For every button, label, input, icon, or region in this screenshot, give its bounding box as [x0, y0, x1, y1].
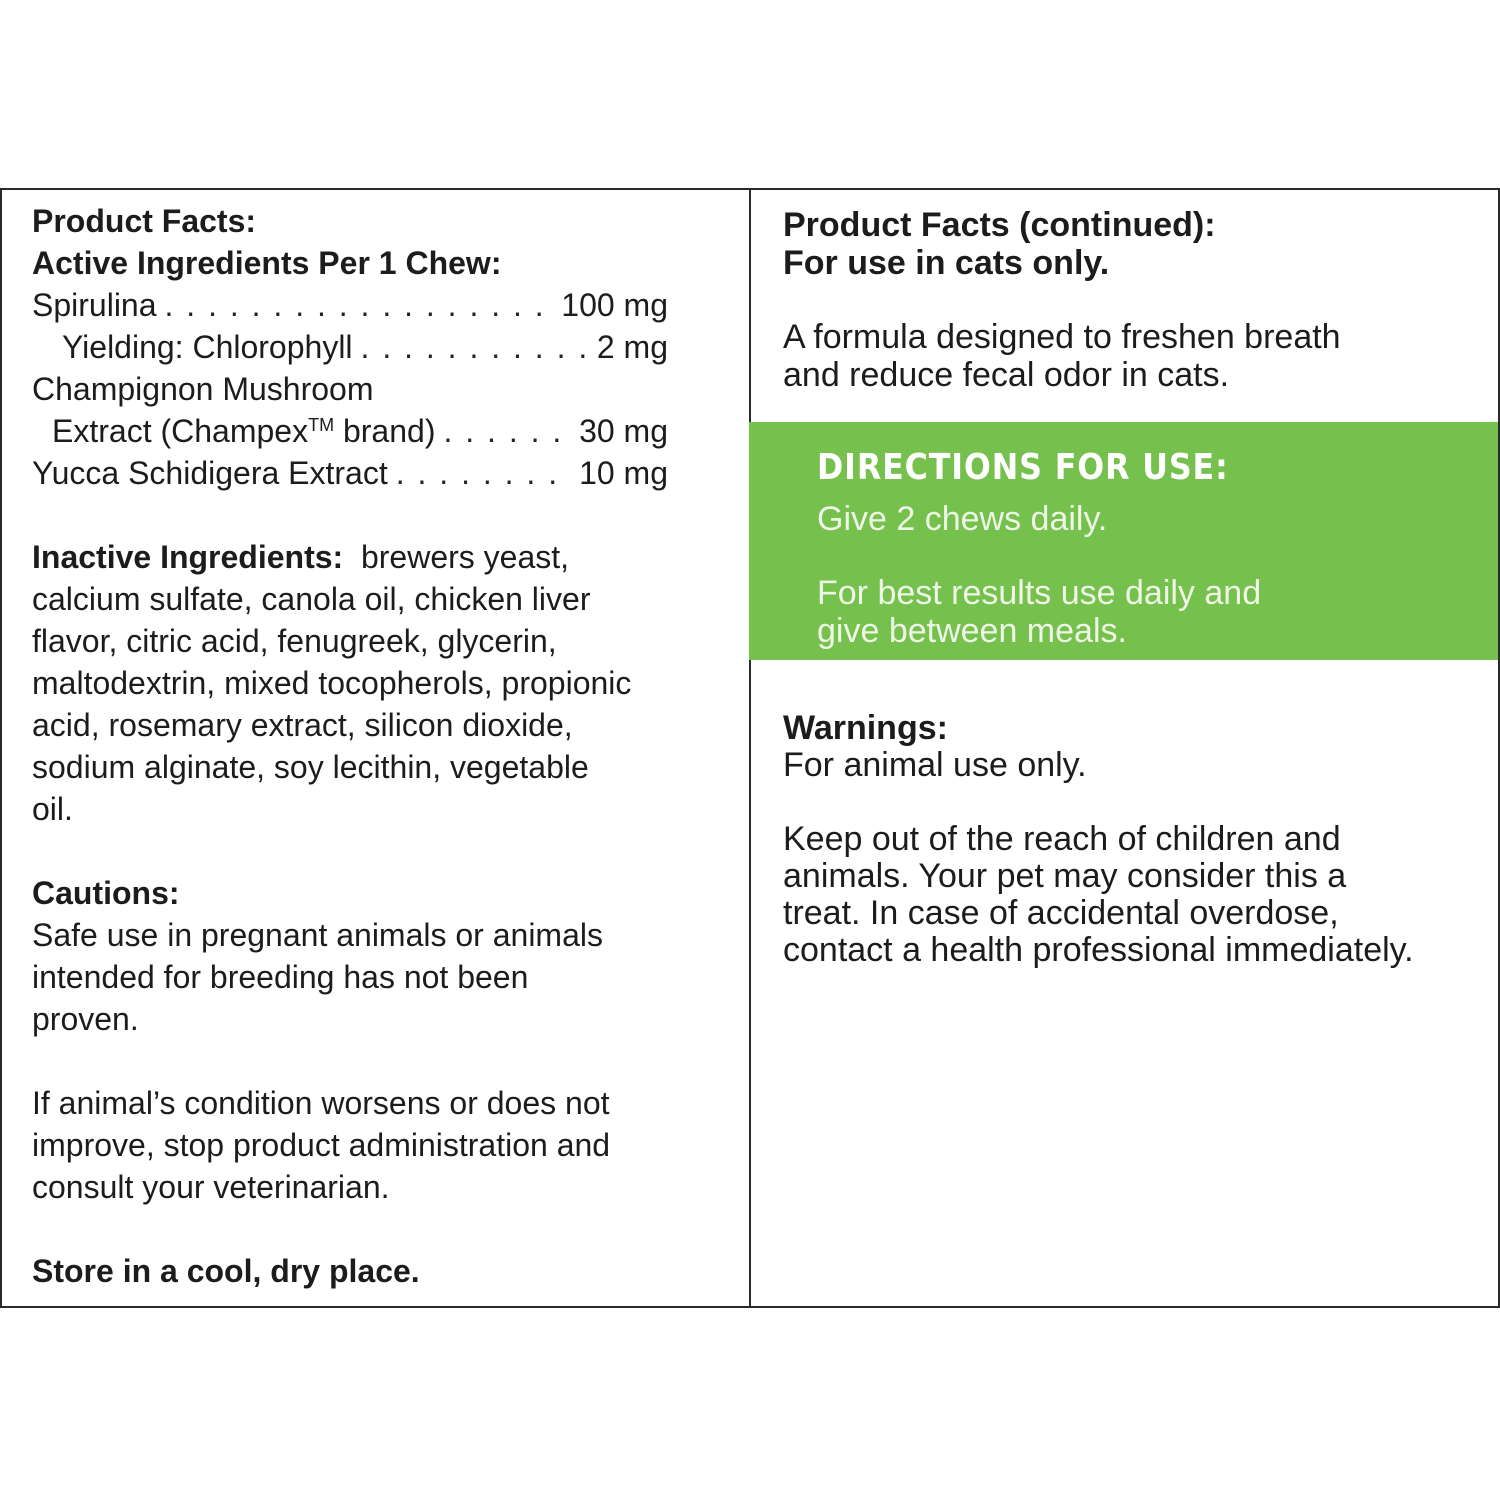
directions-heading: DIRECTIONS FOR USE: — [817, 447, 1229, 488]
formula-line: and reduce fecal odor in cats. — [783, 356, 1230, 394]
ingredient-name — [52, 410, 435, 452]
keep-away-line: Keep out of the reach of children and — [783, 820, 1341, 858]
directions-line: For best results use daily and — [817, 574, 1262, 612]
leader-dots — [396, 452, 571, 494]
ingredient-name: Spirulina — [32, 287, 157, 323]
leader-dots — [443, 410, 571, 452]
inactive-line: flavor, citric acid, fenugreek, glycerin, — [32, 623, 557, 659]
ingredient-amount: 30 mg — [579, 413, 668, 449]
ingredient-amount: 2 mg — [596, 329, 668, 365]
directions-box — [749, 422, 1498, 660]
cautions-line: intended for breeding has not been — [32, 959, 529, 995]
cautions-heading: Cautions: — [32, 875, 180, 911]
right-top-content — [783, 200, 1473, 394]
ingredient-name: Yucca Schidigera Extract — [32, 455, 388, 491]
ingredient-name: Champignon Mushroom — [32, 371, 374, 407]
ingredient-name: Yielding: Chlorophyll — [62, 329, 353, 365]
directions-line: Give 2 chews daily. — [817, 500, 1108, 538]
ingredient-amount: 100 mg — [561, 287, 668, 323]
continued-heading: Product Facts (continued): — [783, 206, 1216, 244]
inactive-line: maltodextrin, mixed tocopherols, propionic — [32, 665, 632, 701]
ingredient-amount: 10 mg — [579, 455, 668, 491]
keep-away-line: contact a health professional immediately. — [783, 931, 1414, 969]
ingredient-row — [32, 410, 668, 452]
leader-dots — [165, 284, 554, 326]
inactive-line — [32, 536, 722, 578]
inactive-line: calcium sulfate, canola oil, chicken liver — [32, 581, 591, 617]
keep-away-line: treat. In case of accidental overdose, — [783, 894, 1339, 932]
cautions-line: proven. — [32, 1001, 139, 1037]
storage-note: Store in a cool, dry place. — [32, 1253, 420, 1289]
ingredient-row — [32, 284, 668, 326]
right-panel — [749, 188, 1500, 1308]
cats-only-heading: For use in cats only. — [783, 244, 1110, 282]
spacer — [783, 282, 1473, 318]
active-ingredients-heading: Active Ingredients Per 1 Chew: — [32, 245, 502, 281]
formula-line: A formula designed to freshen breath — [783, 318, 1341, 356]
condition-line: If animal’s condition worsens or does not — [32, 1085, 610, 1121]
cautions-line: Safe use in pregnant animals or animals — [32, 917, 603, 953]
warnings-line: For animal use only. — [783, 746, 1087, 784]
ingredient-row — [32, 326, 668, 368]
spacer — [32, 1040, 722, 1082]
left-panel — [0, 188, 751, 1308]
inactive-line: acid, rosemary extract, silicon dioxide, — [32, 707, 573, 743]
inactive-text: brewers yeast, — [360, 539, 570, 575]
keep-away-line: animals. Your pet may consider this a — [783, 857, 1347, 895]
warnings-heading: Warnings: — [783, 709, 948, 747]
inactive-line: sodium alginate, soy lecithin, vegetable — [32, 749, 589, 785]
condition-line: improve, stop product administration and — [32, 1127, 611, 1163]
left-content — [32, 200, 722, 1292]
spacer — [32, 830, 722, 872]
product-facts-title: Product Facts: — [32, 203, 257, 239]
spacer — [817, 538, 1498, 574]
spacer — [32, 1208, 722, 1250]
right-bottom-content — [783, 710, 1483, 969]
spacer — [32, 494, 722, 536]
inactive-line: oil. — [32, 791, 73, 827]
leader-dots — [361, 326, 589, 368]
spacer — [783, 784, 1483, 821]
directions-line: give between meals. — [817, 612, 1127, 650]
condition-line: consult your veterinarian. — [32, 1169, 390, 1205]
trademark-mark: TM — [308, 415, 335, 435]
ingredient-row — [32, 452, 668, 494]
ingredient-name-suffix: brand) — [334, 413, 436, 449]
ingredient-name-prefix: Extract (Champex — [52, 413, 309, 449]
inactive-ingredients-label: Inactive Ingredients: — [32, 539, 344, 575]
